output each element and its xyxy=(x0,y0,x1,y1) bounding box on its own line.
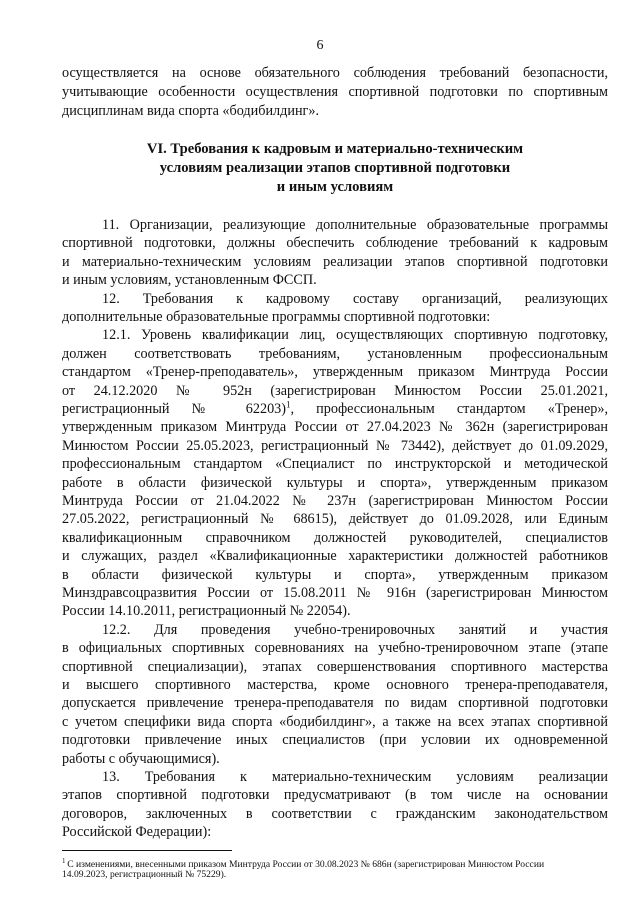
paragraph-line: Минюстом России 25.05.2023, регистрационный № 73442), действует до 01.09.2029, xyxy=(62,437,608,454)
footnote-line: 14.09.2023, регистрационный № 75229). xyxy=(62,868,227,880)
paragraph-line: 12. Требования к кадровому составу организаций, реализующих xyxy=(102,290,608,307)
paragraph-line: России 14.10.2011, регистрационный № 22054). xyxy=(62,603,351,620)
paragraph-line: и иным условиям, установленным ФССП. xyxy=(62,272,317,289)
line-segment: регистрационный № 62203) xyxy=(62,401,286,417)
paragraph-line: Российской Федерации): xyxy=(62,824,212,841)
section-heading: условиям реализации этапов спортивной подготовки xyxy=(159,160,511,176)
paragraph-line: договоров, заключенных в соответствии с гражданским законодательством xyxy=(62,805,608,822)
footnote-ref: 1 xyxy=(286,399,291,410)
footnote-text: С изменениями, внесенными приказом Минтруда России от 30.08.2023 № 686н (зарегистрирован Минюстом России xyxy=(67,858,545,870)
paragraph-line: спортивной подготовки, должны обеспечить соблюдение требований к кадровым xyxy=(62,235,608,252)
footnote-marker: 1 xyxy=(62,856,68,865)
paragraph-line: 11. Организации, реализующие дополнительные образовательные программы xyxy=(102,217,608,233)
paragraph-line: с учетом специфики вида спорта «бодибилдинг», а также на всех этапах спортивной xyxy=(62,713,608,730)
footnote-divider xyxy=(62,850,232,851)
paragraph-line: 12.1. Уровень квалификации лиц, осуществляющих спортивную подготовку, xyxy=(102,327,608,344)
paragraph-line: и материально-техническим условиям реализации этапов спортивной подготовки xyxy=(62,253,608,270)
intro-line: учитывающие особенности осуществления спортивной подготовки по спортивным xyxy=(62,84,608,100)
paragraph-line: должен соответствовать требованиям, установленным профессиональным xyxy=(62,345,608,362)
paragraph-line: утвержденным приказом Минтруда России от 27.04.2023 № 362н (зарегистрирован xyxy=(62,419,608,436)
paragraph-line: Минздравсоцразвития России от 15.08.2011 № 916н (зарегистрирован Минюстом xyxy=(62,585,608,601)
paragraph-line: в официальных спортивных соревнованиях на учебно-тренировочном этапе (этапе xyxy=(62,640,608,657)
page-number: 6 xyxy=(316,38,324,53)
section-heading: и иным условиям xyxy=(276,179,394,195)
section-heading: VI. Требования к кадровым и материально-техническим xyxy=(146,141,524,157)
intro-line: дисциплинам вида спорта «бодибилдинг». xyxy=(62,103,319,119)
paragraph-line: допускается привлечение тренера-преподавателя по видам спортивной подготовки xyxy=(62,695,608,712)
paragraph-line: квалификационным справочником должностей руководителей, специалистов xyxy=(62,529,608,546)
paragraph-line: дополнительные образовательные программы спортивной подготовки: xyxy=(62,309,491,325)
paragraph-line: 27.05.2022, регистрационный № 68615), действует до 01.09.2028, или Единым xyxy=(62,511,608,528)
paragraph-line: стандартом «Тренер-преподаватель», утвержденным приказом Минтруда России xyxy=(62,364,608,381)
paragraph-line: в области физической культуры и спорта», утвержденным приказом xyxy=(62,566,608,583)
paragraph-line: подготовки привлечение иных специалистов (при условии их одновременной xyxy=(62,732,608,749)
line-segment: , профессиональным стандартом «Тренер», xyxy=(290,401,609,417)
paragraph-line: 13. Требования к материально-техническим условиям реализации xyxy=(102,769,608,785)
paragraph-line: работы с обучающимися). xyxy=(62,750,220,767)
paragraph-line: этапов спортивной подготовки предусматривают (в том числе на основании xyxy=(62,787,608,804)
paragraph-line xyxy=(62,400,608,419)
paragraph-line: и служащих, раздел «Квалификационные характеристики должностей работников xyxy=(62,548,608,565)
paragraph-line: и высшего спортивного мастерства, кроме основного тренера-преподавателя, xyxy=(62,677,608,693)
paragraph-line: работе в области физической культуры и спорта», утвержденным приказом xyxy=(62,474,608,491)
paragraph-line: спортивной специализации), этапах совершенствования спортивного мастерства xyxy=(62,658,608,675)
paragraph-line: от 24.12.2020 № 952н (зарегистрирован Минюстом России 25.01.2021, xyxy=(62,382,608,399)
paragraph-line: 12.2. Для проведения учебно-тренировочных занятий и участия xyxy=(102,621,608,638)
intro-line: осуществляется на основе обязательного соблюдения требований безопасности, xyxy=(62,65,608,81)
paragraph-line: профессиональным стандартом «Специалист по инструкторской и методической xyxy=(62,456,608,473)
paragraph-line: Минтруда России от 21.04.2022 № 237н (зарегистрирован Минюстом России xyxy=(62,493,608,509)
